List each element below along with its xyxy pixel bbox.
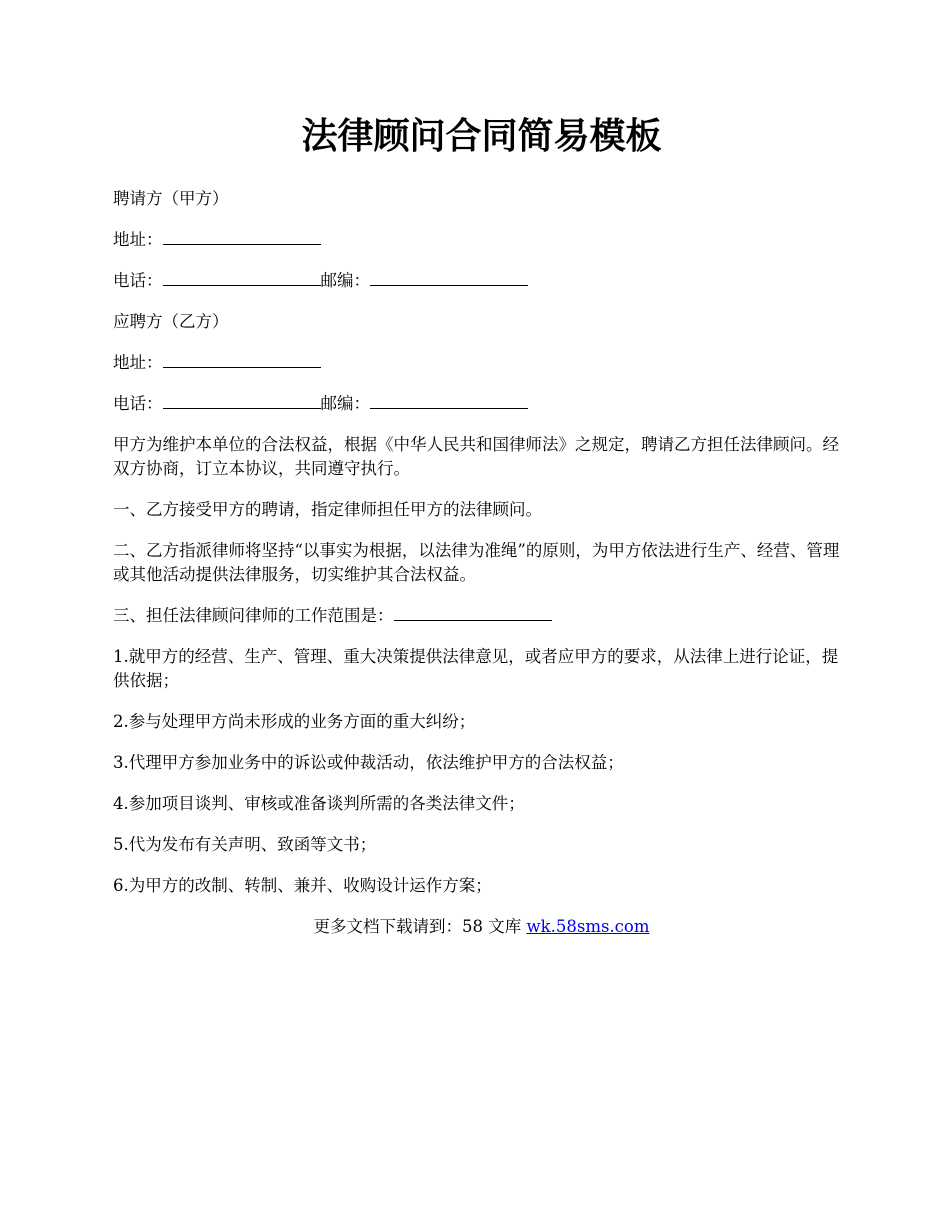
party-a-address-line xyxy=(113,228,850,252)
party-b-address-blank xyxy=(163,351,321,368)
footer-link[interactable]: wk.58sms.com xyxy=(526,917,650,936)
party-b-postcode-label: 邮编： xyxy=(320,394,370,413)
item-5: 5.代为发布有关声明、致函等文书； xyxy=(113,835,377,854)
item-6: 6.为甲方的改制、转制、兼并、收购设计运作方案； xyxy=(113,876,492,895)
party-a-address-blank xyxy=(163,228,321,245)
party-a-phone-label: 电话： xyxy=(113,271,163,290)
party-b-postcode-blank xyxy=(370,392,528,409)
party-b-contact-line xyxy=(113,392,850,416)
item-2: 2.参与处理甲方尚未形成的业务方面的重大纠纷； xyxy=(113,712,476,731)
clause-3: 三、担任法律顾问律师的工作范围是： xyxy=(113,606,394,625)
clause-3-blank xyxy=(394,604,552,621)
clause-3-line xyxy=(113,604,850,628)
item-4: 4.参加项目谈判、审核或准备谈判所需的各类法律文件； xyxy=(113,794,525,813)
party-b-address-line xyxy=(113,351,850,375)
party-b-phone-label: 电话： xyxy=(113,394,163,413)
party-b-address-label: 地址： xyxy=(113,353,163,372)
clause-1: 一、乙方接受甲方的聘请，指定律师担任甲方的法律顾问。 xyxy=(113,500,542,519)
clause-2: 二、乙方指派律师将坚持“以事实为根据，以法律为准绳”的原则，为甲方依法进行生产、经营、管理或其他活动提供法律服务，切实维护其合法权益。 xyxy=(113,541,840,584)
intro-paragraph: 甲方为维护本单位的合法权益，根据《中华人民共和国律师法》之规定，聘请乙方担任法律顾问。经双方协商，订立本协议，共同遵守执行。 xyxy=(113,435,839,478)
footer-text: 更多文档下载请到：58 文库 xyxy=(313,917,527,936)
party-a-postcode-label: 邮编： xyxy=(320,271,370,290)
party-a-address-label: 地址： xyxy=(113,230,163,249)
party-a-contact-line xyxy=(113,269,850,293)
download-footer xyxy=(113,915,850,939)
item-3: 3.代理甲方参加业务中的诉讼或仲裁活动，依法维护甲方的合法权益； xyxy=(113,753,624,772)
party-a-postcode-blank xyxy=(370,269,528,286)
party-b-heading: 应聘方（乙方） xyxy=(113,312,229,331)
party-a-heading: 聘请方（甲方） xyxy=(113,189,229,208)
party-b-phone-blank xyxy=(163,392,321,409)
item-1: 1.就甲方的经营、生产、管理、重大决策提供法律意见，或者应甲方的要求，从法律上进行论证，提供依据； xyxy=(113,647,839,690)
document-title: 法律顾问合同简易模板 xyxy=(301,115,662,157)
party-a-phone-blank xyxy=(163,269,321,286)
